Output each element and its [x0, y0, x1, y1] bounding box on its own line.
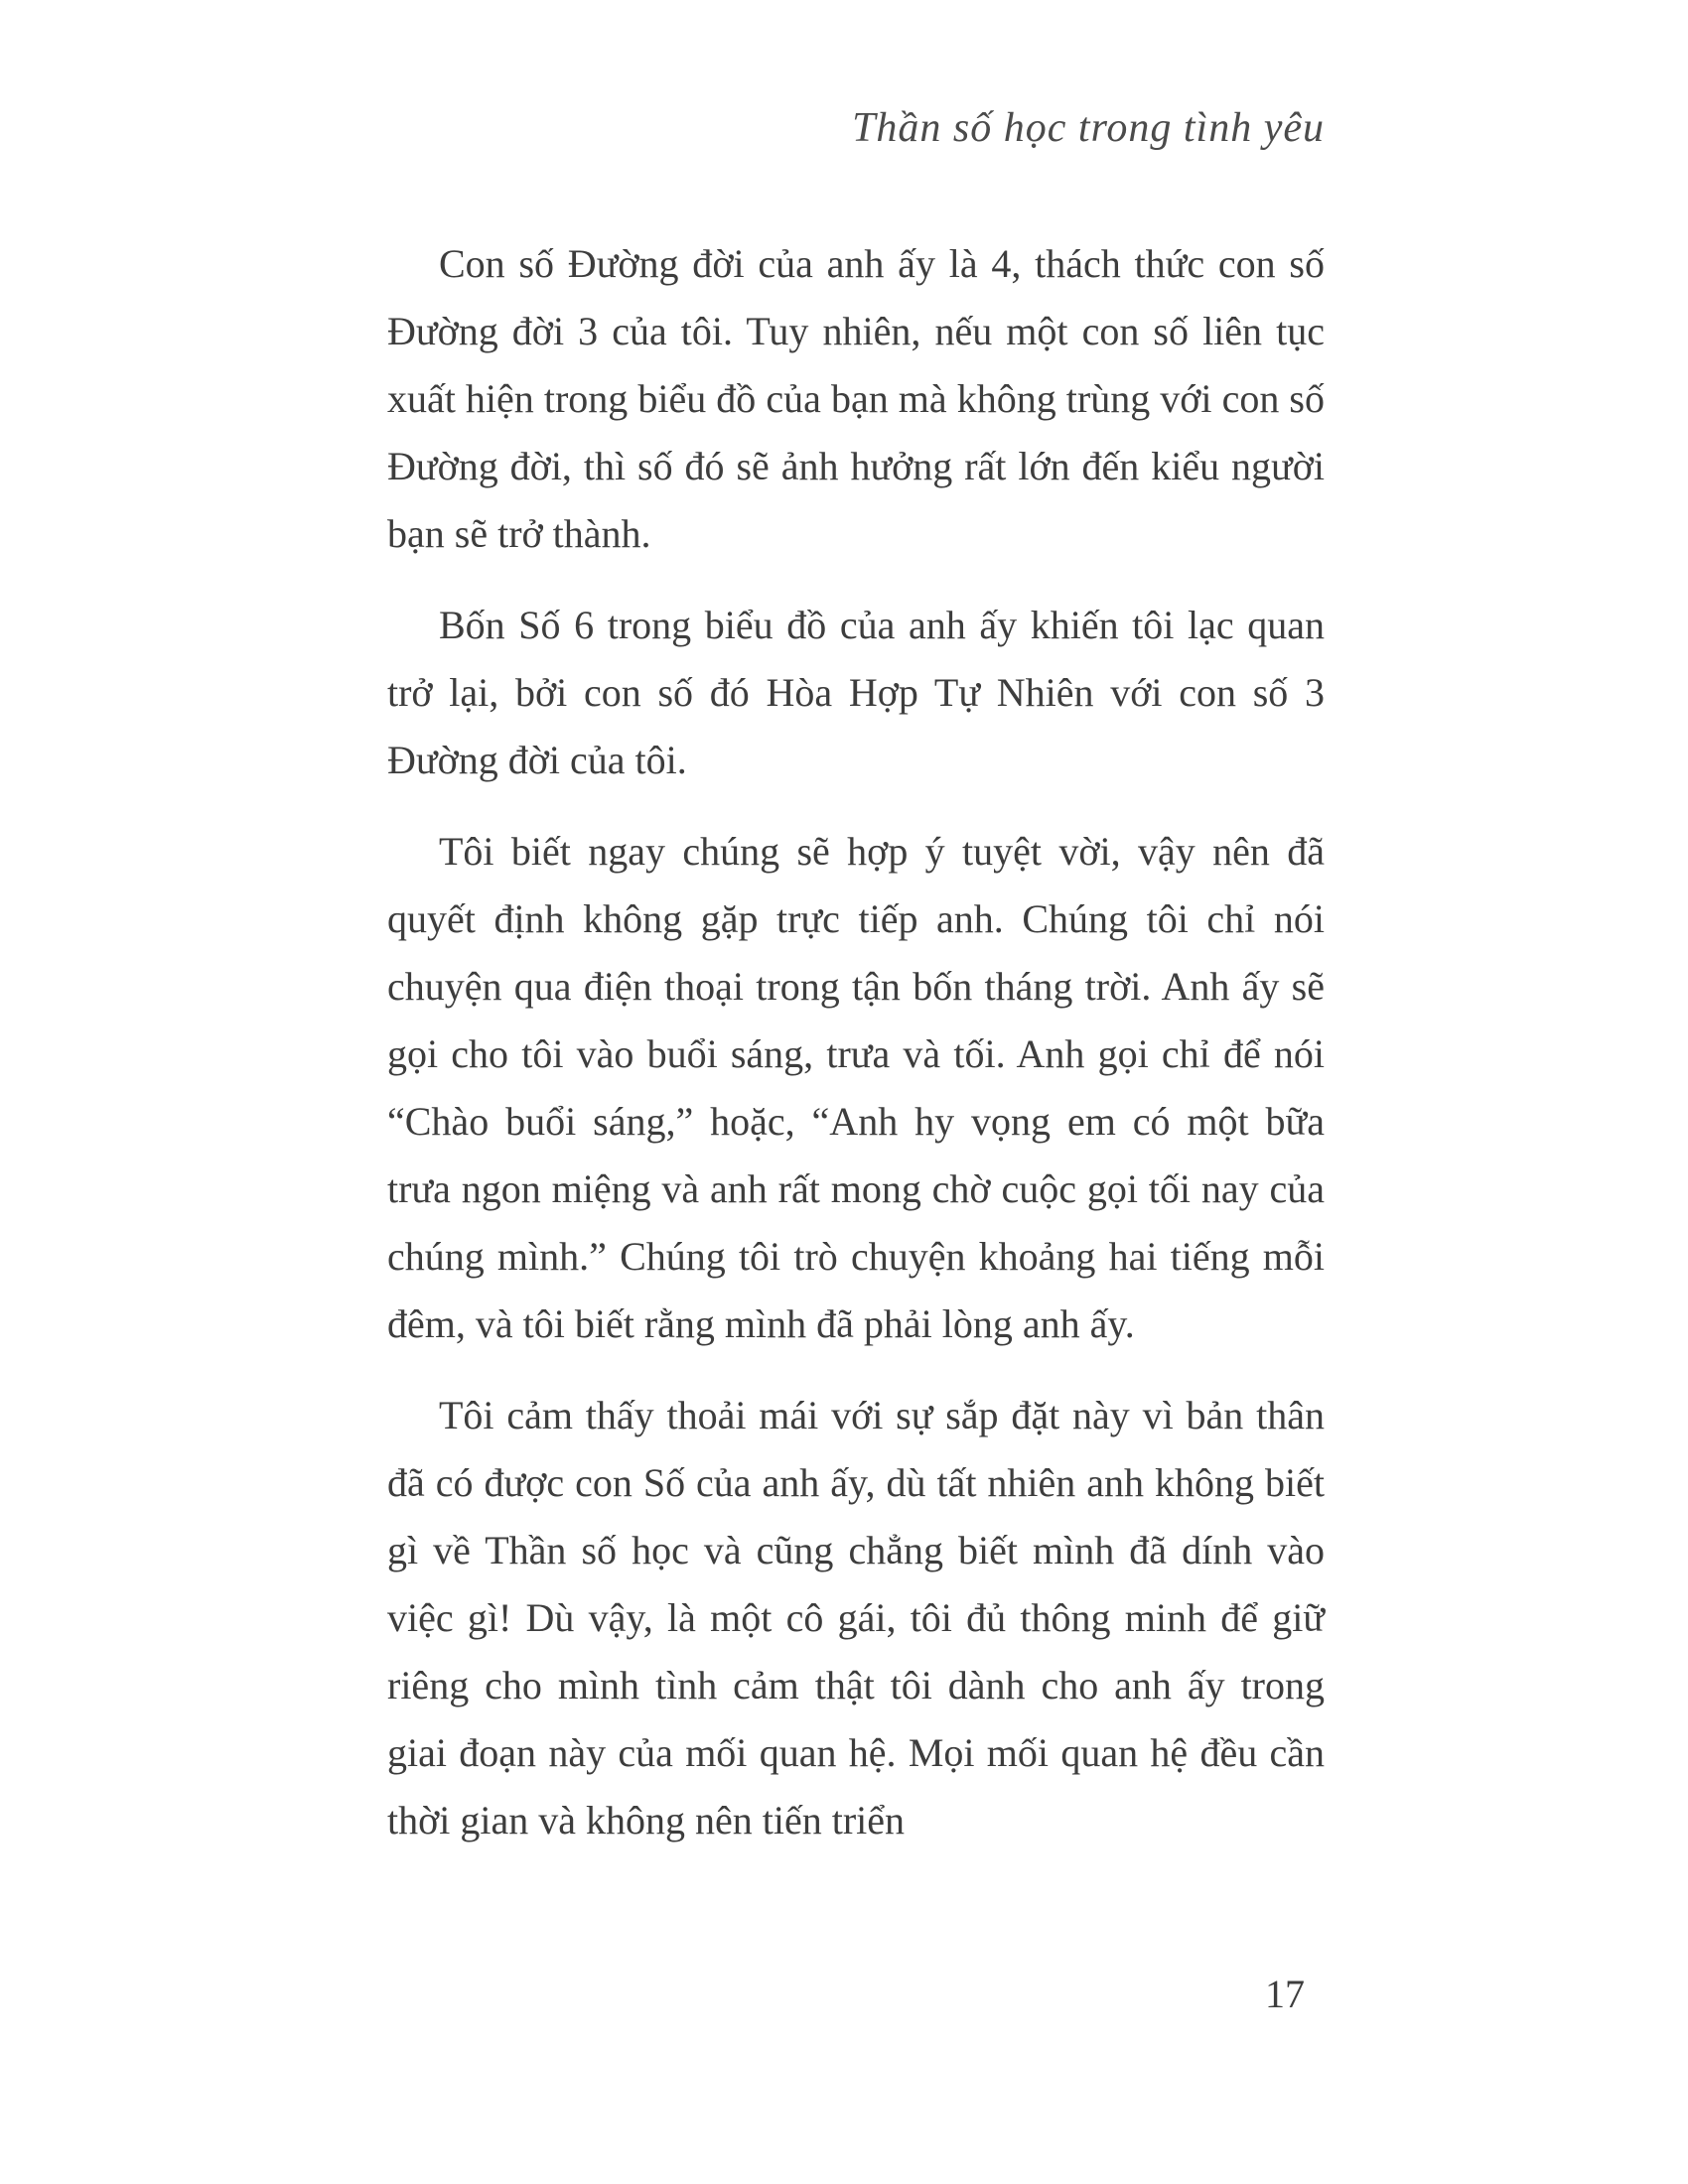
running-header: Thần số học trong tình yêu [852, 105, 1325, 151]
paragraph: Tôi biết ngay chúng sẽ hợp ý tuyệt vời, vậy nên đã quyết định không gặp trực tiếp anh. Chúng tôi chỉ nói chuyện qua điện thoại trong tận bốn tháng trời. Anh ấy sẽ gọi cho tôi vào buổi sáng, trưa và tối. Anh gọi chỉ để nói “Chào buổi sáng,” hoặc, “Anh hy vọng em có một bữa trưa ngon miệng và anh rất mong chờ cuộc gọi tối nay của chúng mình.” Chúng tôi trò chuyện khoảng hai tiếng mỗi đêm, và tôi biết rằng mình đã phải lòng anh ấy. [387, 829, 1325, 1346]
page-number: 17 [1265, 1972, 1305, 2016]
paragraph: Con số Đường đời của anh ấy là 4, thách thức con số Đường đời 3 của tôi. Tuy nhiên, nếu một con số liên tục xuất hiện trong biểu đồ của bạn mà không trùng với con số Đường đời, thì số đó sẽ ảnh hưởng rất lớn đến kiểu người bạn sẽ trở thành. [387, 241, 1325, 556]
page-body [387, 230, 1325, 1878]
paragraph: Bốn Số 6 trong biểu đồ của anh ấy khiến tôi lạc quan trở lại, bởi con số đó Hòa Hợp Tự Nhiên với con số 3 Đường đời của tôi. [387, 603, 1325, 782]
paragraph: Tôi cảm thấy thoải mái với sự sắp đặt này vì bản thân đã có được con Số của anh ấy, dù tất nhiên anh không biết gì về Thần số học và cũng chẳng biết mình đã dính vào việc gì! Dù vậy, là một cô gái, tôi đủ thông minh để giữ riêng cho mình tình cảm thật tôi dành cho anh ấy trong giai đoạn này của mối quan hệ. Mọi mối quan hệ đều cần thời gian và không nên tiến triển [387, 1393, 1325, 1843]
